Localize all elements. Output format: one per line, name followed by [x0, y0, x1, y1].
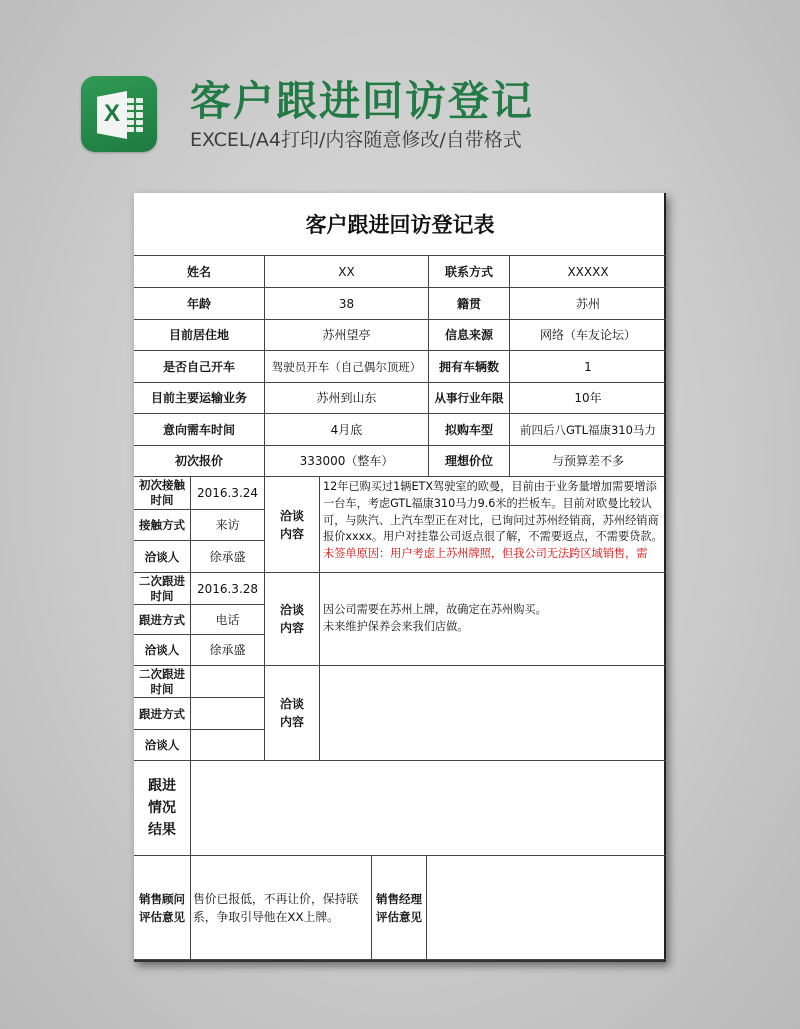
label-vehicle-count: 拥有车辆数 — [429, 351, 510, 383]
visit1-time-value[interactable]: 2016.3.24 — [191, 477, 265, 510]
visit2-content-line2: 未来维护保养会来我们店做。 — [323, 620, 469, 633]
visit3-person-label: 洽谈人 — [134, 730, 191, 761]
visit1-method-label: 接触方式 — [134, 510, 191, 541]
value-residence[interactable]: 苏州望亭 — [265, 320, 429, 351]
visit1-time-label: 初次接触时间 — [134, 477, 191, 510]
excel-letter: X — [103, 100, 120, 127]
visit1-content-text: 12年已购买过1辆ETX驾驶室的欧曼，目前由于业务量增加需要增添一台车，考虑GTL福康310马力9.6米的拦板车。目前对欧曼比较认可，与陕汽、上汽车型正在对比，已询问过苏州经销商，苏州经销商报价xxxx。用户对挂靠公司返点很了解，不需要返点，不需要贷款。 — [323, 480, 663, 544]
visit2-person-value[interactable]: 徐承盛 — [191, 635, 265, 666]
label-residence: 目前居住地 — [134, 320, 265, 351]
visit3-method-value[interactable] — [191, 698, 265, 730]
form-title: 客户跟进回访登记表 — [134, 193, 666, 256]
visit3-time-label: 二次跟进时间 — [134, 666, 191, 698]
value-first-quote[interactable]: 333000（整车） — [265, 446, 429, 477]
visit3-method-label: 跟进方式 — [134, 698, 191, 730]
visit1-person-label: 洽谈人 — [134, 541, 191, 573]
visit2-content[interactable] — [320, 573, 666, 666]
visit1-content[interactable] — [320, 477, 666, 573]
visit1-method-value[interactable]: 来访 — [191, 510, 265, 541]
excel-icon — [81, 76, 157, 152]
value-self-drive[interactable]: 驾驶员开车（自己偶尔顶班） — [265, 351, 429, 383]
visit2-method-value[interactable]: 电话 — [191, 605, 265, 635]
label-age: 年龄 — [134, 288, 265, 320]
result-label: 跟进情况结果 — [134, 761, 191, 856]
value-vehicle-count[interactable]: 1 — [510, 351, 666, 383]
value-model[interactable]: 前四后八GTL福康310马力 — [510, 414, 666, 446]
label-name: 姓名 — [134, 256, 265, 288]
excel-grid-icon — [127, 98, 143, 132]
label-intended-time: 意向需车时间 — [134, 414, 265, 446]
visit2-time-label: 二次跟进时间 — [134, 573, 191, 605]
visit3-content-label: 洽谈内容 — [265, 666, 320, 761]
value-name[interactable]: XX — [265, 256, 429, 288]
label-ideal-price: 理想价位 — [429, 446, 510, 477]
label-contact: 联系方式 — [429, 256, 510, 288]
label-first-quote: 初次报价 — [134, 446, 265, 477]
value-intended-time[interactable]: 4月底 — [265, 414, 429, 446]
visit2-person-label: 洽谈人 — [134, 635, 191, 666]
visit3-time-value[interactable] — [191, 666, 265, 698]
value-industry-years[interactable]: 10年 — [510, 383, 666, 414]
result-value[interactable] — [191, 761, 666, 856]
manager-eval-label: 销售经理评估意见 — [372, 856, 427, 960]
value-main-business[interactable]: 苏州到山东 — [265, 383, 429, 414]
visit1-unsigned-reason: 未签单原因：用户考虑上苏州牌照，但我公司无法跨区域销售，需 — [323, 547, 648, 561]
value-age[interactable]: 38 — [265, 288, 429, 320]
visit3-person-value[interactable] — [191, 730, 265, 761]
label-main-business: 目前主要运输业务 — [134, 383, 265, 414]
visit2-method-label: 跟进方式 — [134, 605, 191, 635]
label-industry-years: 从事行业年限 — [429, 383, 510, 414]
visit2-content-line1: 因公司需要在苏州上牌，故确定在苏州购买。 — [323, 603, 547, 617]
label-hometown: 籍贯 — [429, 288, 510, 320]
page-subtitle: EXCEL/A4打印/内容随意修改/自带格式 — [190, 129, 522, 151]
label-info-source: 信息来源 — [429, 320, 510, 351]
form-sheet — [134, 193, 666, 962]
visit2-content-label: 洽谈内容 — [265, 573, 320, 666]
sales-eval-label: 销售顾问评估意见 — [134, 856, 191, 960]
visit3-content[interactable] — [320, 666, 666, 761]
visit1-content-label: 洽谈内容 — [265, 477, 320, 573]
value-ideal-price[interactable]: 与预算差不多 — [510, 446, 666, 477]
label-model: 拟购车型 — [429, 414, 510, 446]
visit2-time-value[interactable]: 2016.3.28 — [191, 573, 265, 605]
value-hometown[interactable]: 苏州 — [510, 288, 666, 320]
value-contact[interactable]: XXXXX — [510, 256, 666, 288]
page-title: 客户跟进回访登记 — [190, 77, 534, 125]
visit1-person-value[interactable]: 徐承盛 — [191, 541, 265, 573]
sales-eval-value[interactable]: 售价已报低，不再让价，保持联系，争取引导他在XX上牌。 — [191, 856, 372, 960]
value-info-source[interactable]: 网络（车友论坛） — [510, 320, 666, 351]
label-self-drive: 是否自己开车 — [134, 351, 265, 383]
manager-eval-value[interactable] — [427, 856, 666, 960]
